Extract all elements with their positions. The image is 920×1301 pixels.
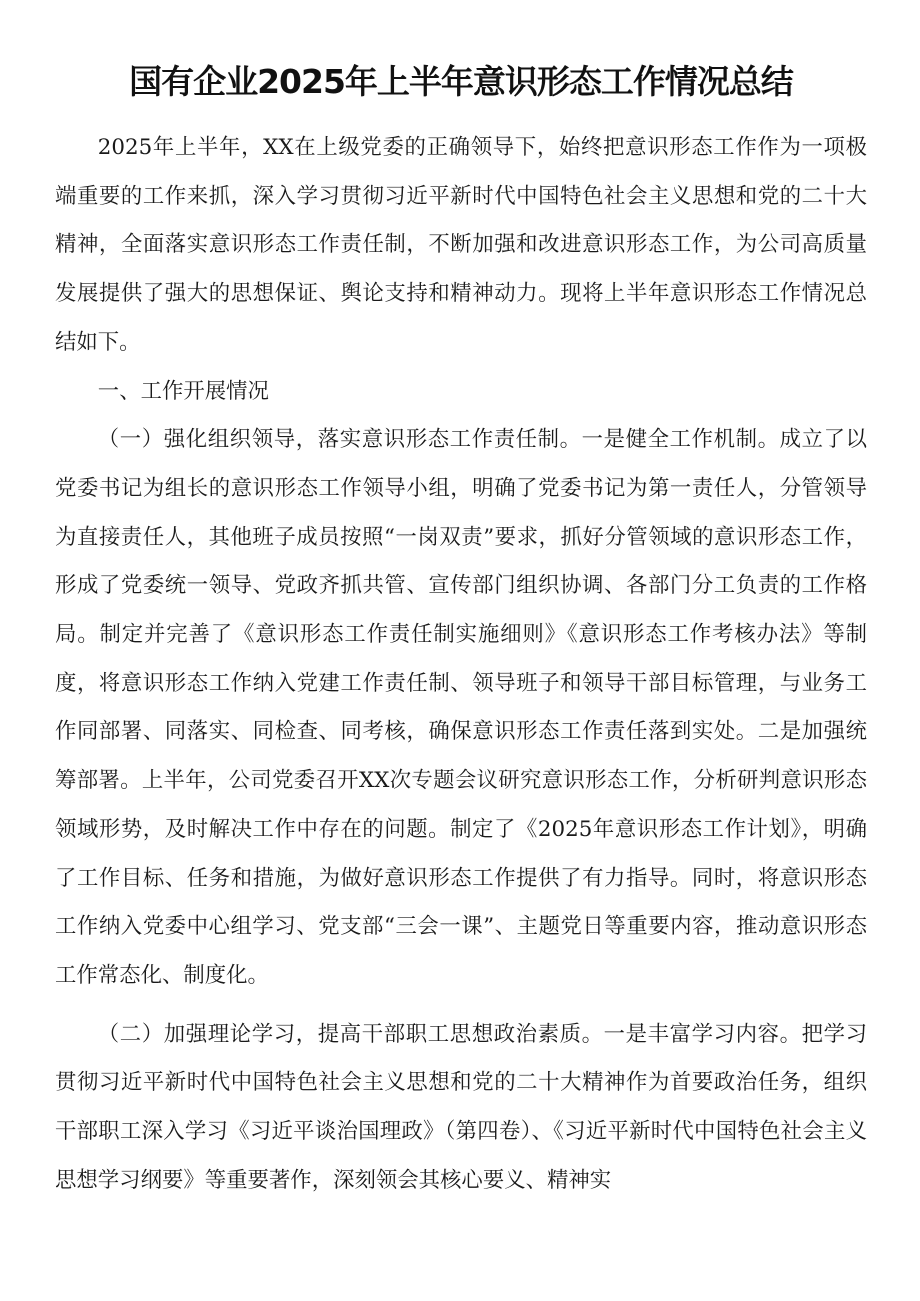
subsection-one-paragraph: （一）强化组织领导，落实意识形态工作责任制。一是健全工作机制。成立了以党委书记为组长的意识形态工作领导小组，明确了党委书记为第一责任人，分管领导为直接责任人，其他班子成员按照“一岗双责”要求，抓好分管领域的意识形态工作，形成了党委统一领导、党政齐抓共管、宣传部门组织协调、各部门分工负责的工作格局。制定并完善了《意识形态工作责任制实施细则》《意识形态工作考核办法》等制度，将意识形态工作纳入党建工作责任制、领导班子和领导干部目标管理，与业务工作同部署、同落实、同检查、同考核，确保意识形态工作责任落到实处。二是加强统筹部署。上半年，公司党委召开XX次专题会议研究意识形态工作，分析研判意识形态领域形势，及时解决工作中存在的问题。制定了《2025年意识形态工作计划》，明确了工作目标、任务和措施，为做好意识形态工作提供了有力指导。同时，将意识形态工作纳入党委中心组学习、党支部“三会一课”、主题党日等重要内容，推动意识形态工作常态化、制度化。 [55,427,867,988]
intro-paragraph: 2025年上半年，XX在上级党委的正确领导下，始终把意识形态工作作为一项极端重要的工作来抓，深入学习贯彻习近平新时代中国特色社会主义思想和党的二十大精神，全面落实意识形态工作责任制，不断加强和改进意识形态工作，为公司高质量发展提供了强大的思想保证、舆论支持和精神动力。现将上半年意识形态工作情况总结如下。 [55,135,867,355]
document-page [55,52,867,1205]
document-title: 国有企业2025年上半年意识形态工作情况总结 [129,62,793,101]
section-heading: 一、工作开展情况 [97,378,269,404]
subsection-two-paragraph: （二）加强理论学习，提高干部职工思想政治素质。一是丰富学习内容。把学习贯彻习近平新时代中国特色社会主义思想和党的二十大精神作为首要政治任务，组织干部职工深入学习《习近平谈治国理政》（第四卷）、《习近平新时代中国特色社会主义思想学习纲要》等重要著作，深刻领会其核心要义、精神实 [55,1021,867,1193]
